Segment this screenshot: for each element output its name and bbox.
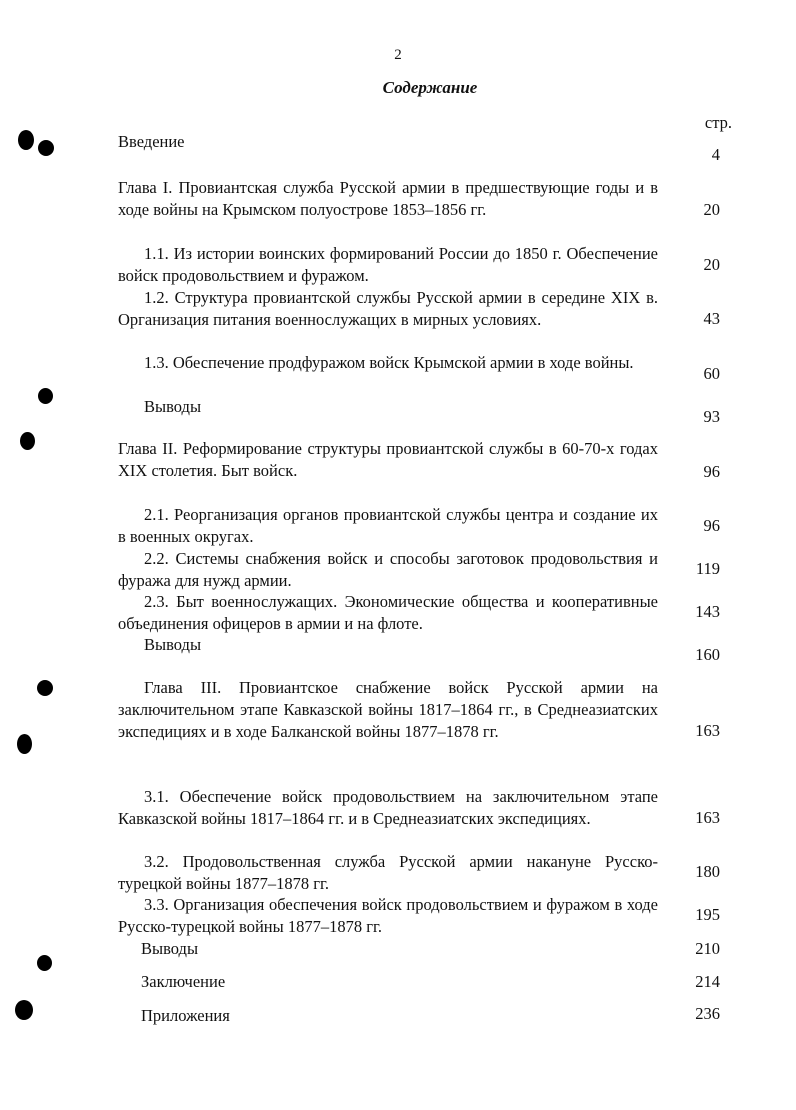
toc-page-section-1-3: 60 [703, 364, 720, 383]
toc-page-section-3-2: 180 [695, 862, 720, 881]
toc-entry-section-1-2: 1.2. Структура провиантской службы Русской армии в середине XIX в. Организация питания военнослужащих в мирных условиях. [118, 288, 658, 329]
pages-column-header: стр. [704, 113, 732, 132]
punch-hole-mark [17, 734, 32, 754]
toc-entry-section-2-1: 2.1. Реорганизация органов провиантской службы центра и создание их в военных округах. [118, 505, 658, 546]
toc-entry-section-1-3: 1.3. Обеспечение продфуражом войск Крымской армии в ходе войны. [144, 353, 634, 372]
toc-entry-chapter-3: Глава III. Провиантское снабжение войск Русской армии на заключительном этапе Кавказской войны 1817–1864 гг., в Среднеазиатских экспедициях и в ходе Балканской войны 1877–1878 гг. [118, 678, 658, 741]
toc-entry-section-3-2: 3.2. Продовольственная служба Русской армии накануне Русско-турецкой войны 1877–1878 гг. [118, 852, 658, 893]
punch-hole-mark [38, 140, 54, 156]
toc-entry-introduction: Введение [118, 132, 185, 151]
toc-entry-conclusions-2: Выводы [144, 635, 202, 654]
toc-page-conclusions-3: 210 [695, 939, 720, 958]
toc-entry-section-2-3: 2.3. Быт военнослужащих. Экономические общества и кооперативные объединения офицеров в армии и на флоте. [118, 592, 658, 633]
toc-page-appendices: 236 [695, 1004, 720, 1023]
page-title: Содержание [382, 78, 478, 97]
punch-hole-mark [20, 432, 35, 450]
toc-page-section-3-1: 163 [695, 808, 720, 827]
toc-entry-conclusion: Заключение [141, 972, 226, 991]
toc-page-conclusion: 214 [695, 972, 720, 991]
toc-page-chapter-2: 96 [703, 462, 720, 481]
toc-entry-section-2-2: 2.2. Системы снабжения войск и способы заготовок продовольствия и фуража для нужд армии. [118, 549, 658, 590]
toc-entry-chapter-2: Глава II. Реформирование структуры провиантской службы в 60-70-х годах XIX столетия. Быт войск. [118, 439, 658, 480]
page-number: 2 [394, 47, 402, 63]
toc-page-section-1-2: 43 [703, 309, 720, 328]
punch-hole-mark [38, 388, 53, 404]
toc-entry-conclusions-3: Выводы [141, 939, 199, 958]
toc-page-conclusions-2: 160 [695, 645, 720, 664]
toc-page-conclusions-1: 93 [703, 407, 720, 426]
toc-page-chapter-1: 20 [703, 200, 720, 219]
toc-entry-chapter-1: Глава I. Провиантская служба Русской армии в предшествующие годы и в ходе войны на Крымском полуострове 1853–1856 гг. [118, 178, 658, 219]
toc-page-section-3-3: 195 [695, 905, 720, 924]
toc-entry-section-1-1: 1.1. Из истории воинских формирований России до 1850 г. Обеспечение войск продовольствием и фуражом. [118, 244, 658, 285]
toc-entry-conclusions-1: Выводы [144, 397, 202, 416]
toc-page-section-2-1: 96 [703, 516, 720, 535]
punch-hole-mark [15, 1000, 33, 1020]
punch-hole-mark [18, 130, 34, 150]
toc-page-section-1-1: 20 [703, 255, 720, 274]
toc-page-section-2-2: 119 [695, 559, 720, 578]
toc-page-chapter-3: 163 [695, 721, 720, 740]
toc-entry-section-3-3: 3.3. Организация обеспечения войск продовольствием и фуражом в ходе Русско-турецкой войны 1877–1878 гг. [118, 895, 658, 936]
toc-entry-appendices: Приложения [141, 1006, 230, 1025]
toc-entry-section-3-1: 3.1. Обеспечение войск продовольствием на заключительном этапе Кавказской войны 1817–1864 гг. и в Среднеазиатских экспедициях. [118, 787, 658, 828]
toc-page-section-2-3: 143 [695, 602, 720, 621]
punch-hole-mark [37, 680, 53, 696]
punch-hole-mark [37, 955, 52, 971]
toc-page-introduction: 4 [711, 145, 720, 164]
